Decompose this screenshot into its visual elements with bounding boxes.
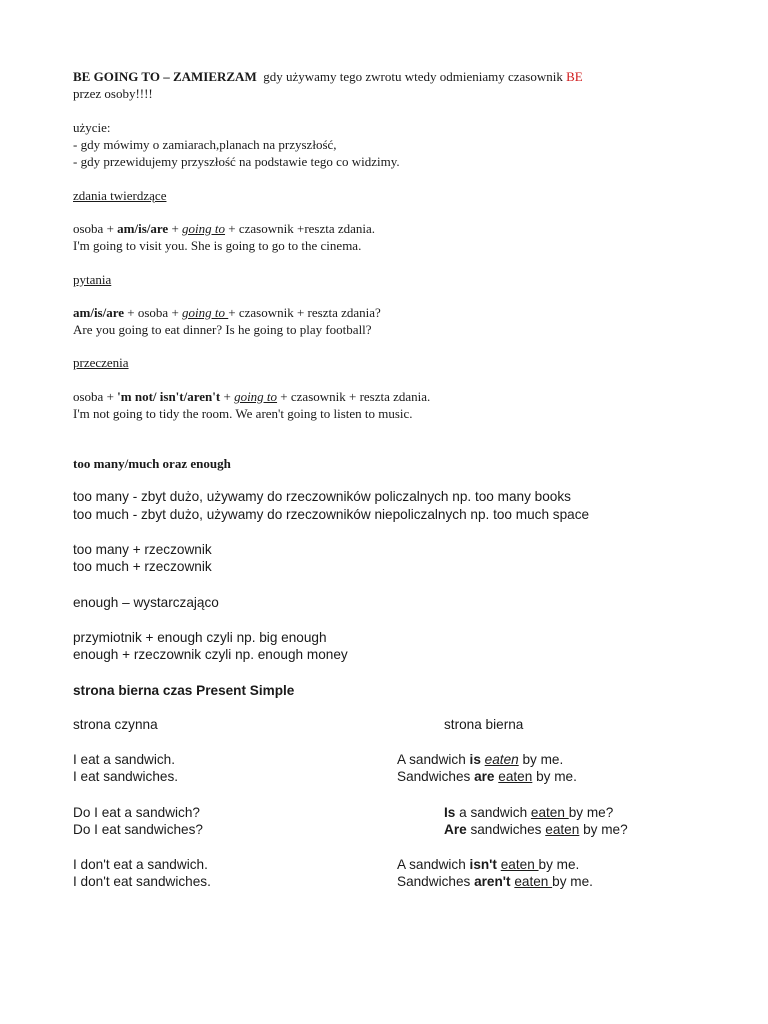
passive-text: A sandwich: [397, 752, 470, 767]
passive-text: by me.: [538, 857, 580, 872]
too-many-line-4: too much + rzeczownik: [73, 559, 212, 574]
passive-text: by me?: [579, 822, 628, 837]
active-row-5: I don't eat a sandwich.: [73, 857, 208, 872]
formula-going-to: going to: [182, 305, 229, 320]
formula-going-to: going to: [234, 389, 278, 404]
przeczenia-example: I'm not going to tidy the room. We aren't going to listen to music.: [73, 406, 413, 421]
passive-text: by me.: [552, 874, 593, 889]
formula-part: +: [168, 221, 183, 236]
heading-title: BE GOING TO – ZAMIERZAM: [73, 69, 257, 84]
passive-participle: eaten: [500, 857, 539, 872]
passive-text: a sandwich: [455, 805, 531, 820]
przeczenia-label: przeczenia: [73, 355, 129, 370]
passive-participle: eaten: [545, 822, 580, 837]
uzycie-item-1: - gdy mówimy o zamiarach,planach na przyszłość,: [73, 137, 337, 152]
formula-part: +: [220, 389, 235, 404]
heading-text: gdy używamy tego zwrotu wtedy odmieniamy czasownik: [263, 69, 563, 84]
passive-text: by me?: [568, 805, 614, 820]
passive-text: A sandwich: [397, 857, 470, 872]
passive-verb: isn't: [469, 857, 497, 872]
pytania-label: pytania: [73, 272, 112, 287]
formula-verb: am/is/are: [117, 221, 169, 236]
formula-verb: am/is/are: [73, 305, 125, 320]
passive-row-1: [397, 751, 563, 768]
formula-part: osoba +: [73, 221, 118, 236]
enough-line: enough – wystarczająco: [73, 595, 219, 610]
enough-example-2: enough + rzeczownik czyli np. enough money: [73, 647, 348, 662]
twierdzace-formula: [73, 220, 375, 237]
too-many-line-3: too many + rzeczownik: [73, 542, 212, 557]
formula-part: + osoba +: [124, 305, 183, 320]
passive-text: by me.: [532, 769, 577, 784]
active-row-4: Do I eat sandwiches?: [73, 822, 203, 837]
passive-participle: eaten: [530, 805, 569, 820]
passive-verb: are: [474, 769, 495, 784]
formula-part: + czasownik +reszta zdania.: [225, 221, 376, 236]
passive-text: Sandwiches: [397, 874, 475, 889]
passive-row-6: [397, 873, 593, 890]
active-row-6: I don't eat sandwiches.: [73, 874, 211, 889]
col-active-header: strona czynna: [73, 717, 158, 732]
enough-example-1: przymiotnik + enough czyli np. big enough: [73, 630, 327, 645]
active-row-1: I eat a sandwich.: [73, 752, 176, 767]
active-row-2: I eat sandwiches.: [73, 769, 179, 784]
formula-part: osoba +: [73, 389, 118, 404]
passive-verb: is: [469, 752, 481, 767]
be-going-to-heading: [73, 68, 583, 85]
passive-row-3: [444, 804, 613, 821]
passive-participle: eaten: [484, 752, 519, 767]
uzycie-label: użycie:: [73, 120, 111, 135]
heading-continuation: przez osoby!!!!: [73, 86, 153, 101]
uzycie-item-2: - gdy przewidujemy przyszłość na podstawie tego co widzimy.: [73, 154, 400, 169]
formula-verb: 'm not/ isn't/aren't: [117, 389, 221, 404]
passive-row-2: [397, 768, 577, 785]
col-passive-header: strona bierna: [444, 717, 524, 732]
passive-text: Sandwiches: [397, 769, 475, 784]
formula-going-to: going to: [182, 221, 226, 236]
passive-verb: aren't: [474, 874, 511, 889]
passive-heading: strona bierna czas Present Simple: [73, 683, 295, 698]
twierdzace-label: zdania twierdzące: [73, 188, 167, 203]
passive-participle: eaten: [498, 769, 533, 784]
active-row-3: Do I eat a sandwich?: [73, 805, 200, 820]
too-many-line-2: too much - zbyt dużo, używamy do rzeczowników niepoliczalnych np. too much space: [73, 507, 590, 522]
passive-row-5: [397, 856, 579, 873]
passive-participle: eaten: [514, 874, 553, 889]
pytania-formula: [73, 304, 381, 321]
passive-text: sandwiches: [466, 822, 546, 837]
too-many-line-1: too many - zbyt dużo, używamy do rzeczowników policzalnych np. too many books: [73, 489, 571, 504]
passive-verb: Are: [444, 822, 467, 837]
twierdzace-example: I'm going to visit you. She is going to go to the cinema.: [73, 238, 362, 253]
formula-part: + czasownik + reszta zdania?: [228, 305, 381, 320]
passive-row-4: [444, 821, 628, 838]
heading-be: BE: [566, 69, 583, 84]
passive-verb: Is: [444, 805, 456, 820]
passive-text: by me.: [518, 752, 564, 767]
przeczenia-formula: [73, 388, 430, 405]
too-many-heading: too many/much oraz enough: [73, 456, 231, 471]
formula-part: + czasownik + reszta zdania.: [277, 389, 431, 404]
pytania-example: Are you going to eat dinner? Is he going to play football?: [73, 322, 372, 337]
